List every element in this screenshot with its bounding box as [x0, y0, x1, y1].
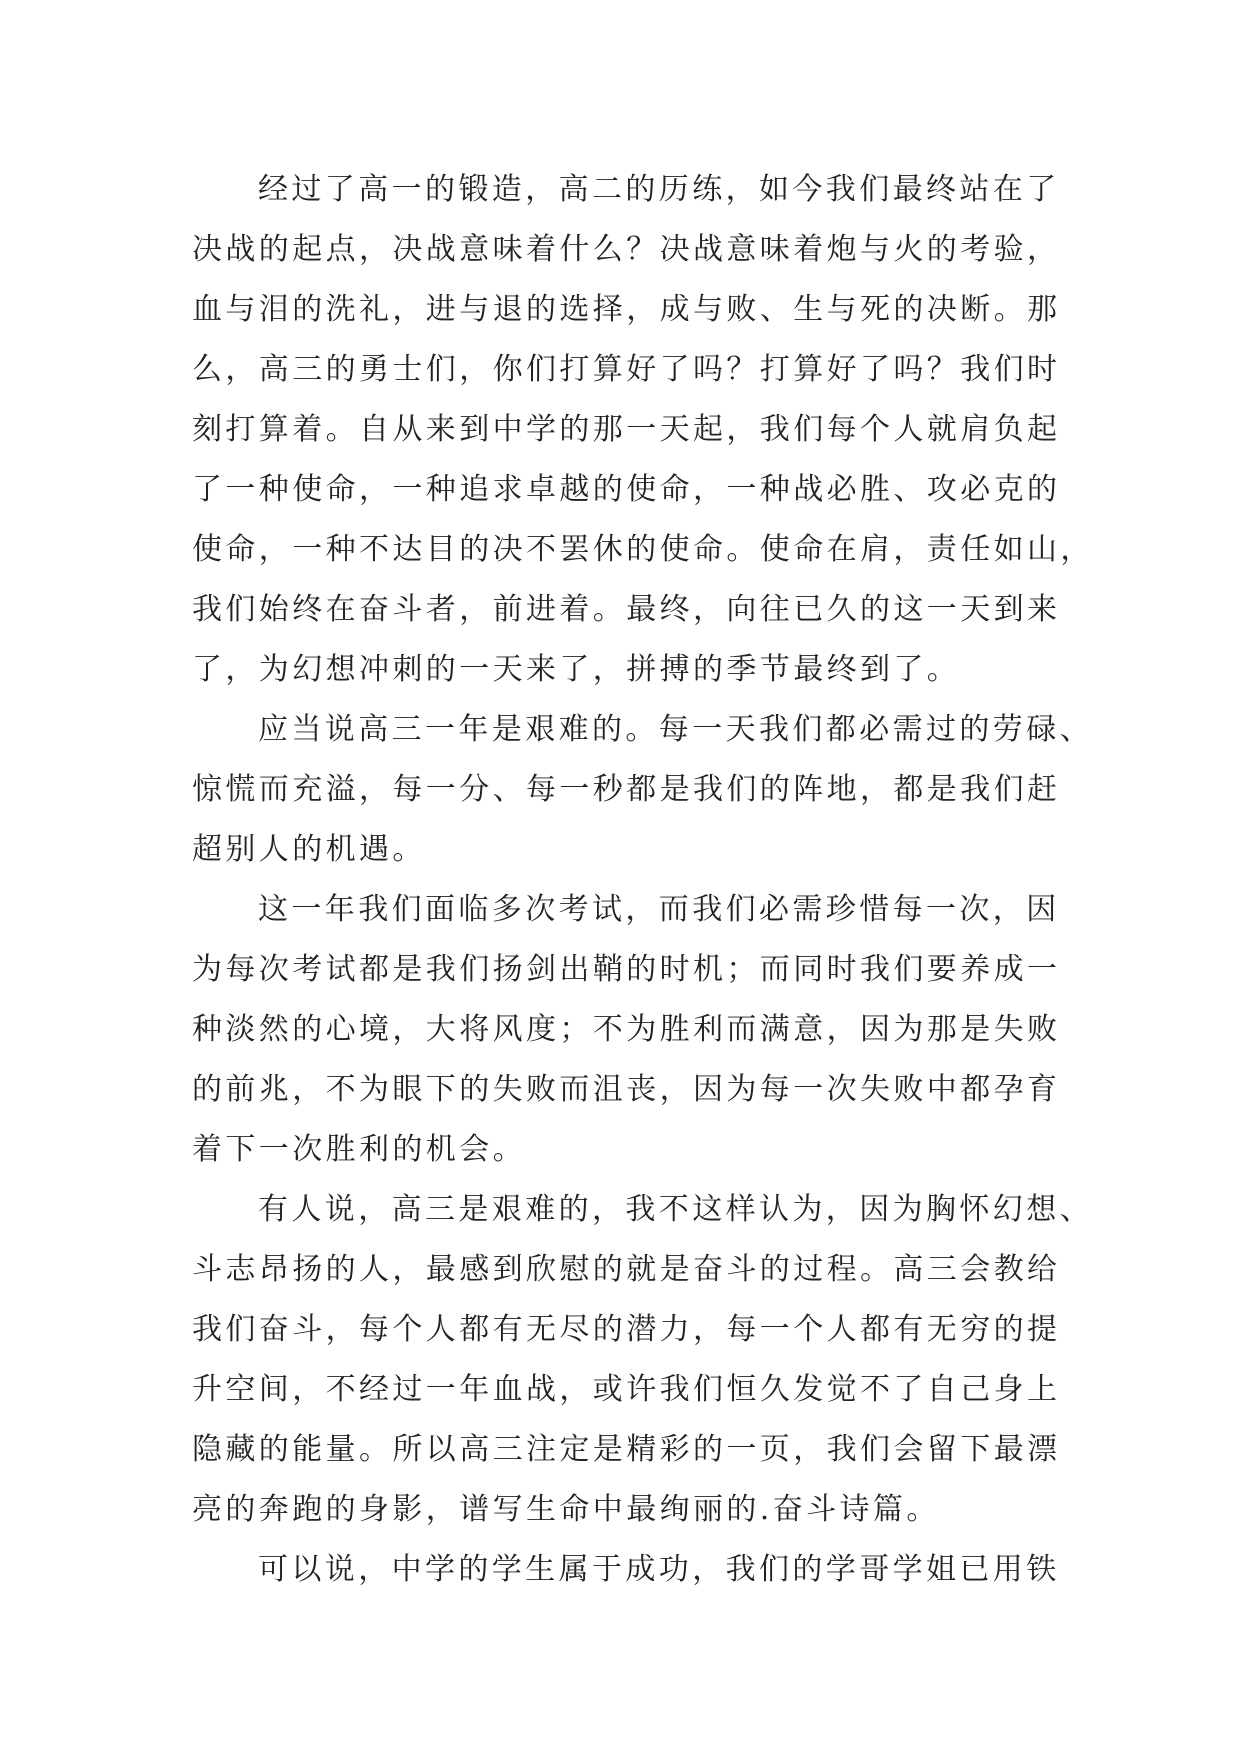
text-line: 隐藏的能量。所以高三注定是精彩的一页，我们会留下最漂 [192, 1432, 1061, 1467]
paragraph-first-line: 可以说，中学的学生属于成功，我们的学哥学姐已用铁 [258, 1552, 1060, 1587]
text-line: 么，高三的勇士们，你们打算好了吗？打算好了吗？我们时 [192, 352, 1061, 387]
paragraph-first-line: 有人说，高三是艰难的，我不这样认为，因为胸怀幻想、 [258, 1192, 1093, 1227]
text-line: 升空间，不经过一年血战，或许我们恒久发觉不了自己身上 [192, 1372, 1061, 1407]
paragraph-first-line: 这一年我们面临多次考试，而我们必需珍惜每一次，因 [258, 892, 1060, 927]
text-line: 刻打算着。自从来到中学的那一天起，我们每个人就肩负起 [192, 412, 1061, 447]
text-line: 种淡然的心境，大将风度；不为胜利而满意，因为那是失败 [192, 1012, 1061, 1047]
text-line: 的前兆，不为眼下的失败而沮丧，因为每一次失败中都孕育 [192, 1072, 1061, 1107]
body-text [192, 160, 1094, 1600]
text-line: 我们奋斗，每个人都有无尽的潜力，每一个人都有无穷的提 [192, 1312, 1061, 1347]
text-line: 我们始终在奋斗者，前进着。最终，向往已久的这一天到来 [192, 592, 1061, 627]
text-line: 斗志昂扬的人，最感到欣慰的就是奋斗的过程。高三会教给 [192, 1252, 1061, 1287]
text-line: 使命，一种不达目的决不罢休的使命。使命在肩，责任如山， [192, 532, 1094, 567]
paragraph-first-line: 经过了高一的锻造，高二的历练，如今我们最终站在了 [258, 172, 1060, 207]
text-line: 着下一次胜利的机会。 [192, 1132, 526, 1167]
text-line: 惊慌而充溢，每一分、每一秒都是我们的阵地，都是我们赶 [192, 772, 1061, 807]
text-line: 了，为幻想冲刺的一天来了，拼搏的季节最终到了。 [192, 652, 961, 687]
text-line: 了一种使命，一种追求卓越的使命，一种战必胜、攻必克的 [192, 472, 1061, 507]
text-line: 超别人的机遇。 [192, 832, 426, 867]
text-line: 血与泪的洗礼，进与退的选择，成与败、生与死的决断。那 [192, 292, 1061, 327]
text-line: 亮的奔跑的身影，谱写生命中最绚丽的.奋斗诗篇。 [192, 1492, 940, 1527]
paragraph-first-line: 应当说高三一年是艰难的。每一天我们都必需过的劳碌、 [258, 712, 1093, 747]
text-line: 为每次考试都是我们扬剑出鞘的时机；而同时我们要养成一 [192, 952, 1061, 987]
text-line: 决战的起点，决战意味着什么？决战意味着炮与火的考验， [192, 232, 1061, 267]
